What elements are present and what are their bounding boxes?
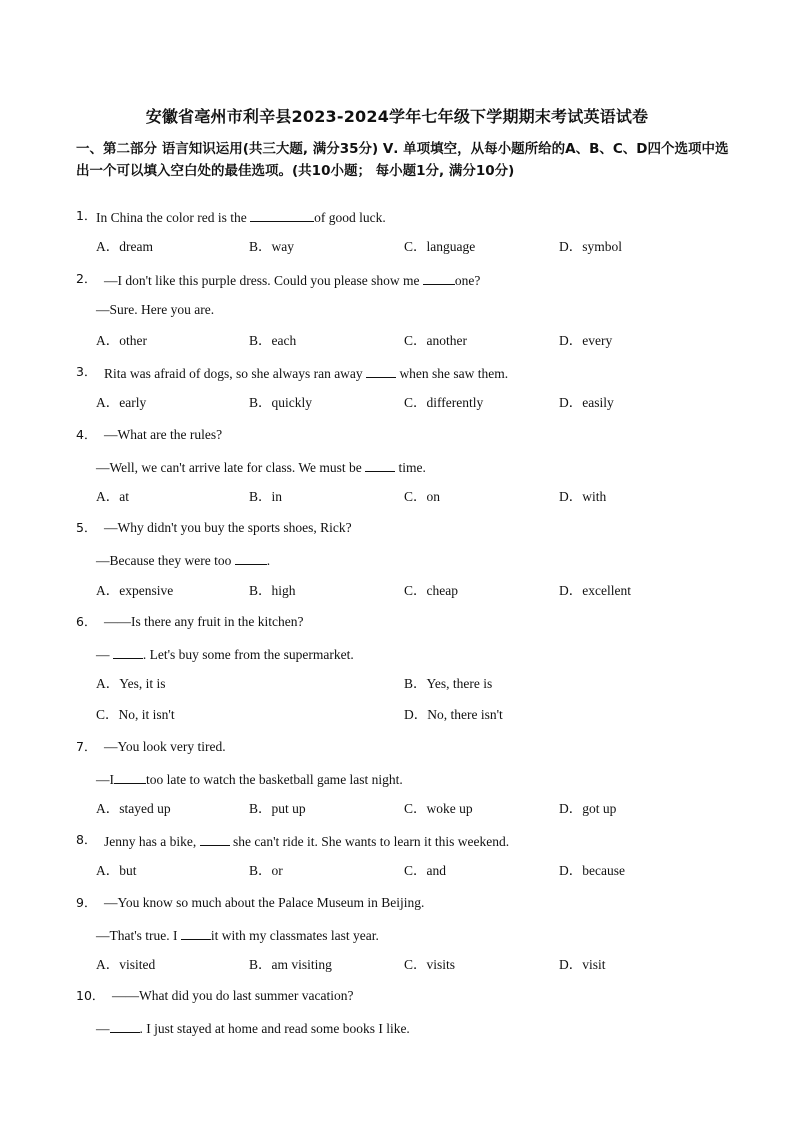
option-c[interactable]: C．on (404, 489, 441, 504)
question-reply: —Well, we can't arrive late for class. We must be time. (96, 457, 426, 475)
question-stem: Rita was afraid of dogs, so she always ran away when she saw them. (104, 363, 508, 381)
option-b[interactable]: B．quickly (249, 395, 312, 410)
question-reply: —I too late to watch the basketball game last night. (96, 769, 403, 787)
option-a[interactable]: A．other (96, 333, 147, 348)
question-stem: In China the color red is the of good luck. (96, 207, 386, 225)
question-reply: —That's true. I it with my classmates last year. (96, 925, 379, 943)
option-d[interactable]: D．got up (559, 801, 617, 816)
question-stem: —I don't like this purple dress. Could you please show me one? (104, 270, 480, 288)
question-stem: ——What did you do last summer vacation? (112, 988, 354, 1003)
option-b[interactable]: B．in (249, 489, 283, 504)
option-c[interactable]: C．woke up (404, 801, 473, 816)
question-number: 9． (76, 895, 97, 910)
option-d[interactable]: D．visit (559, 957, 606, 972)
question-stem: —You look very tired. (104, 739, 226, 754)
answer-blank[interactable] (113, 644, 143, 659)
option-d[interactable]: D．symbol (559, 239, 623, 254)
option-b[interactable]: B．put up (249, 801, 306, 816)
option-a[interactable]: A．Yes, it is (96, 676, 166, 691)
question-reply: — . Let's buy some from the supermarket. (96, 644, 354, 662)
answer-blank[interactable] (423, 270, 455, 285)
option-a[interactable]: A．visited (96, 957, 156, 972)
question-stem: —Why didn't you buy the sports shoes, Rick? (104, 520, 352, 535)
option-c[interactable]: C．and (404, 863, 446, 878)
option-d[interactable]: D．excellent (559, 583, 631, 598)
answer-blank[interactable] (366, 363, 396, 378)
option-c[interactable]: C．cheap (404, 583, 458, 598)
option-d[interactable]: D．every (559, 333, 613, 348)
question-stem: —What are the rules? (104, 427, 223, 442)
question-number: 8． (76, 832, 97, 847)
option-b[interactable]: B．or (249, 863, 283, 878)
answer-blank[interactable] (365, 457, 395, 472)
question-number: 10． (76, 988, 105, 1003)
option-c[interactable]: C．another (404, 333, 467, 348)
answer-blank[interactable] (200, 831, 230, 846)
question-number: 3． (76, 364, 97, 379)
option-d[interactable]: D．No, there isn't (404, 707, 503, 722)
option-b[interactable]: B．Yes, there is (404, 676, 493, 691)
option-c[interactable]: C．No, it isn't (96, 707, 175, 722)
question-stem: ——Is there any fruit in the kitchen? (104, 614, 304, 629)
option-d[interactable]: D．because (559, 863, 625, 878)
answer-blank[interactable] (235, 550, 267, 565)
option-b[interactable]: B．high (249, 583, 296, 598)
answer-blank[interactable] (181, 925, 211, 940)
answer-blank[interactable] (110, 1018, 140, 1033)
question-stem: Jenny has a bike, she can't ride it. She wants to learn it this weekend. (104, 831, 509, 849)
question-number: 5． (76, 520, 97, 535)
question-reply: —Sure. Here you are. (96, 302, 215, 317)
question-number: 2． (76, 271, 97, 286)
answer-blank[interactable] (250, 207, 314, 222)
question-number: 6． (76, 614, 97, 629)
option-a[interactable]: A．stayed up (96, 801, 171, 816)
option-a[interactable]: A．but (96, 863, 137, 878)
question-number: 4． (76, 427, 97, 442)
option-a[interactable]: A．early (96, 395, 147, 410)
question-reply: —Because they were too . (96, 550, 270, 568)
question-reply: — . I just stayed at home and read some books I like. (96, 1018, 410, 1036)
option-d[interactable]: D．easily (559, 395, 614, 410)
option-a[interactable]: A．at (96, 489, 129, 504)
option-c[interactable]: C．language (404, 239, 476, 254)
option-b[interactable]: B．way (249, 239, 294, 254)
page-title: 安徽省亳州市利辛县2023-2024学年七年级下学期期末考试英语试卷 (145, 107, 649, 126)
option-b[interactable]: B．each (249, 333, 297, 348)
question-number: 1． (76, 208, 97, 223)
option-c[interactable]: C．visits (404, 957, 456, 972)
option-a[interactable]: A．dream (96, 239, 153, 254)
option-a[interactable]: A．expensive (96, 583, 174, 598)
question-stem: —You know so much about the Palace Museum in Beijing. (104, 895, 425, 910)
section-heading: 一、第二部分 语言知识运用(共三大题, 满分35分) Ⅴ. 单项填空，从每小题所给的A、B、C、D四个选项中选出一个可以填入空白处的最佳选项。(共10小题； 每小题1分, 满分10分) (76, 141, 729, 179)
answer-blank[interactable] (114, 769, 146, 784)
option-c[interactable]: C．differently (404, 395, 484, 410)
question-number: 7． (76, 739, 97, 754)
option-d[interactable]: D．with (559, 489, 607, 504)
option-b[interactable]: B．am visiting (249, 957, 332, 972)
